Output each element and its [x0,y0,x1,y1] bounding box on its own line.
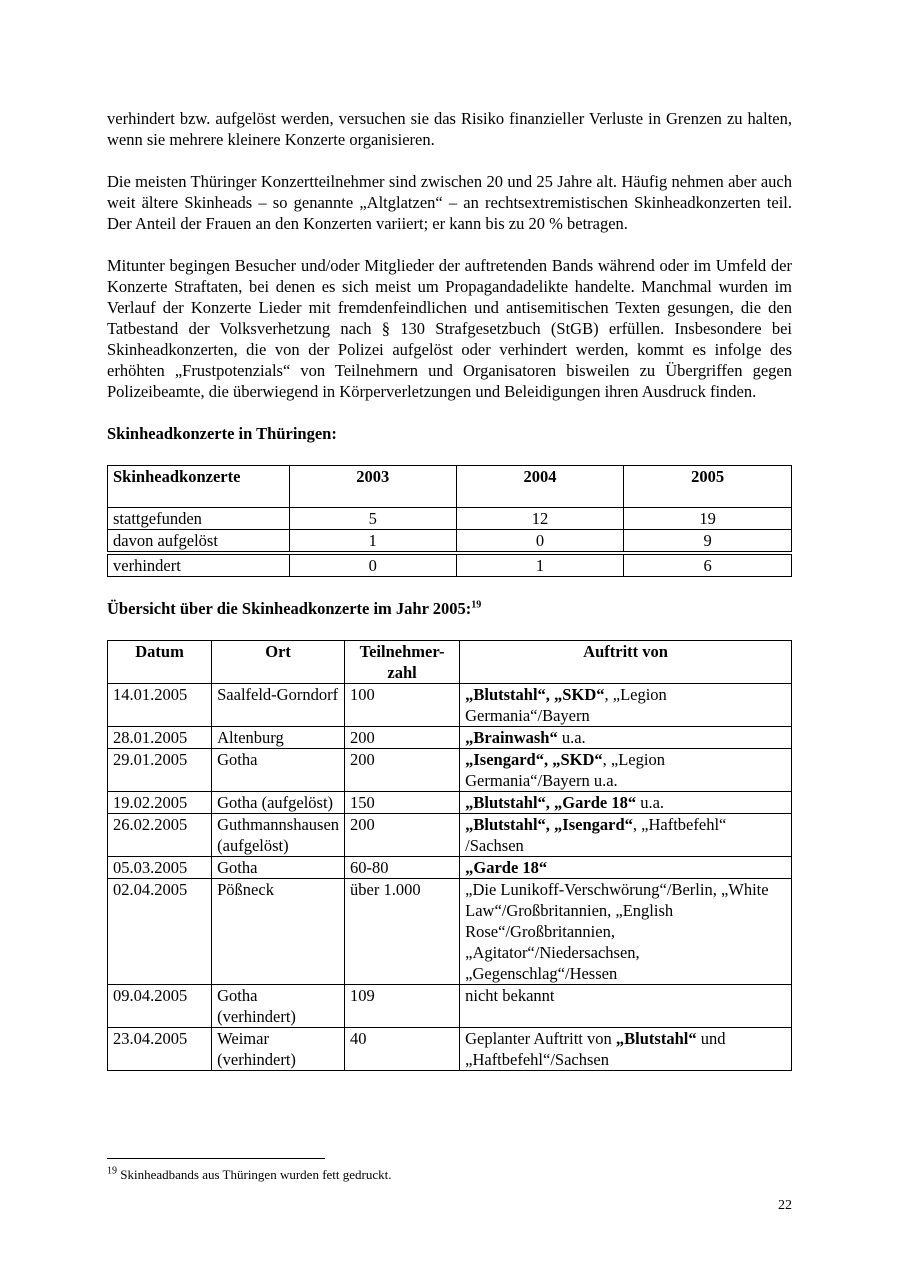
band-bold: „Blutstahl“, „Garde 18“ [465,793,637,812]
table-cell: 0 [289,553,456,577]
band-bold: „Blutstahl“, „SKD“ [465,685,605,704]
table-cell: 19 [624,508,792,530]
header-cell: 2005 [624,466,792,508]
bands-cell [460,792,792,814]
place-cell: Gotha [212,749,345,792]
place-cell: Guthmannshausen (aufgelöst) [212,814,345,857]
footnote-divider [107,1158,325,1159]
place-cell: Gotha [212,857,345,879]
count-cell: 200 [345,727,460,749]
band-bold: „Isengard“, „SKD“ [465,750,603,769]
count-cell: 109 [345,985,460,1028]
date-cell: 28.01.2005 [108,727,212,749]
page-number: 22 [778,1198,792,1213]
band-text: Geplanter Auftritt von [465,1029,616,1048]
header-cell: Skinheadkonzerte [108,466,290,508]
date-cell: 02.04.2005 [108,879,212,985]
footnote-text: Skinheadbands aus Thüringen wurden fett gedruckt. [120,1167,392,1182]
date-cell: 05.03.2005 [108,857,212,879]
footnote-ref: 19 [471,599,482,611]
count-cell: 60-80 [345,857,460,879]
date-cell: 19.02.2005 [108,792,212,814]
header-cell: Datum [108,641,212,684]
table-cell: 6 [624,553,792,577]
header-cell: 2003 [289,466,456,508]
page-content [107,108,792,1071]
concerts-2005-table [107,640,792,1071]
table-row [108,814,792,857]
table-header-row [108,641,792,684]
date-cell: 14.01.2005 [108,684,212,727]
band-bold: „Garde 18“ [465,858,548,877]
bands-cell [460,684,792,727]
date-cell: 26.02.2005 [108,814,212,857]
place-cell: Saalfeld-Gorndorf [212,684,345,727]
bands-cell [460,879,792,985]
header-cell: Ort [212,641,345,684]
date-cell: 09.04.2005 [108,985,212,1028]
table-row [108,792,792,814]
paragraph: verhindert bzw. aufgelöst werden, versuchen sie das Risiko finanzieller Verluste in Grenzen zu halten, wenn sie mehrere kleinere Konzerte organisieren. [107,109,792,149]
row-label: verhindert [108,553,290,577]
table-row [108,727,792,749]
band-text: , „Legion Germania“/Bayern [465,685,667,725]
band-text: „Die Lunikoff-Verschwörung“/Berlin, „White Law“/Großbritannien, „English Rose“/Großbritannien, „Agitator“/Niedersachsen, „Gegenschlag“/Hessen [465,880,769,983]
table-row [108,553,792,577]
table-cell: 12 [456,508,624,530]
band-bold: „Blutstahl“, „Isengard“ [465,815,633,834]
table2-heading [107,598,792,619]
table-cell: 0 [456,530,624,554]
count-cell: 100 [345,684,460,727]
concerts-summary-table [107,465,792,577]
row-label: davon aufgelöst [108,530,290,554]
place-cell: Altenburg [212,727,345,749]
count-cell: 150 [345,792,460,814]
band-text: , „Haftbefehl“ /Sachsen [465,815,727,855]
table-row [108,530,792,554]
bands-cell [460,1028,792,1071]
paragraph: Die meisten Thüringer Konzertteilnehmer sind zwischen 20 und 25 Jahre alt. Häufig nehmen aber auch weit ältere Skinheads – so genannte „Altglatzen“ – an rechtsextremistischen Skinheadkonzerten teil. Der Anteil der Frauen an den Konzerten variiert; er kann bis zu 20 % betragen. [107,172,792,233]
place-cell: Gotha (aufgelöst) [212,792,345,814]
bands-cell [460,749,792,792]
band-text: nicht bekannt [465,986,555,1005]
band-text: u.a. [557,728,586,747]
date-cell: 29.01.2005 [108,749,212,792]
table1-heading: Skinheadkonzerte in Thüringen: [107,424,337,443]
table-row [108,508,792,530]
header-cell: Teilnehmer-zahl [345,641,460,684]
footnote-number: 19 [107,1165,117,1177]
bands-cell [460,814,792,857]
band-text: , „Legion Germania“/Bayern u.a. [465,750,665,790]
header-cell: Auftritt von [460,641,792,684]
count-cell: 40 [345,1028,460,1071]
bands-cell [460,857,792,879]
table-cell: 9 [624,530,792,554]
table-cell: 5 [289,508,456,530]
date-cell: 23.04.2005 [108,1028,212,1071]
table-cell: 1 [456,553,624,577]
row-label: stattgefunden [108,508,290,530]
table-header-row [108,466,792,508]
table-row [108,684,792,727]
count-cell: 200 [345,814,460,857]
count-cell: 200 [345,749,460,792]
table-row [108,879,792,985]
band-text: und „Haftbefehl“/Sachsen [465,1029,726,1069]
table-row [108,985,792,1028]
paragraph: Mitunter begingen Besucher und/oder Mitglieder der auftretenden Bands während oder im Umfeld der Konzerte Straftaten, bei denen es sich meist um Propagandadelikte handelte. Manchmal wurden im Verlauf der Konzerte Lieder mit fremdenfeindlichen und antisemitischen Texten gesungen, die den Tatbestand der Volksverhetzung nach § 130 Strafgesetzbuch (StGB) erfüllen. Insbesondere bei Skinheadkonzerten, die von der Polizei aufgelöst oder verhindert werden, kommt es infolge des erhöhten „Frustpotenzials“ von Teilnehmern und Organisatoren bisweilen zu Übergriffen gegen Polizeibeamte, die überwiegend in Körperverletzungen und Beleidigungen ihren Ausdruck finden. [107,256,792,401]
band-bold: „Blutstahl“ [615,1029,697,1048]
table-row [108,857,792,879]
table-row [108,1028,792,1071]
bands-cell [460,985,792,1028]
footnote [107,1166,392,1184]
place-cell: Pößneck [212,879,345,985]
band-bold: „Brainwash“ [465,728,558,747]
table-row [108,749,792,792]
band-text: u.a. [636,793,665,812]
table2-heading-text: Übersicht über die Skinheadkonzerte im Jahr 2005: [107,599,472,618]
place-cell: Gotha (verhindert) [212,985,345,1028]
table-cell: 1 [289,530,456,554]
header-cell: 2004 [456,466,624,508]
bands-cell [460,727,792,749]
place-cell: Weimar (verhindert) [212,1028,345,1071]
count-cell: über 1.000 [345,879,460,985]
